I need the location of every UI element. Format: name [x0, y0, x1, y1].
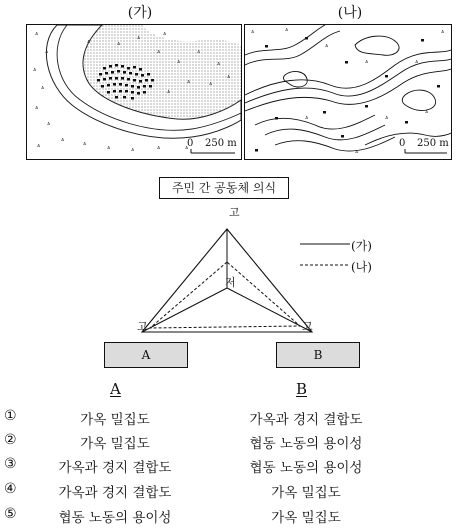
svg-text:ᐞ: ᐞ	[157, 50, 161, 57]
svg-text:ᐞ: ᐞ	[185, 146, 189, 153]
svg-text:ᐞ: ᐞ	[441, 30, 445, 37]
svg-text:ᐞ: ᐞ	[285, 28, 289, 35]
choice-4-number[interactable]: ④	[4, 481, 17, 497]
map-na-scale-text: 250 m	[417, 138, 449, 149]
svg-text:ᐞ: ᐞ	[251, 30, 255, 37]
svg-text:ᐞ: ᐞ	[177, 60, 181, 67]
legend-solid-label: (가)	[351, 239, 372, 253]
legend-dashed-label: (나)	[351, 260, 372, 274]
svg-text:ᐞ: ᐞ	[37, 144, 41, 151]
column-header-b: B	[296, 380, 308, 398]
choice-3-number[interactable]: ③	[4, 456, 17, 472]
svg-text:ᐞ: ᐞ	[47, 122, 51, 129]
map-label-ga: (가)	[127, 5, 153, 21]
axis-right-high: 고	[302, 320, 313, 333]
svg-text:ᐞ: ᐞ	[167, 90, 171, 97]
axis-left	[142, 288, 227, 332]
map-ga-scale-text: 250 m	[205, 138, 237, 149]
svg-text:ᐞ: ᐞ	[325, 44, 329, 51]
map-na-scale-zero: 0	[399, 138, 406, 149]
choice-2-b: 협동 노동의 용이성	[249, 436, 363, 452]
choice-5-a: 협동 노동의 용이성	[58, 510, 172, 526]
axis-box-b: B	[276, 342, 360, 368]
svg-text:ᐞ: ᐞ	[83, 142, 87, 149]
svg-text:ᐞ: ᐞ	[157, 146, 161, 153]
choice-5-b: 가옥 밀집도	[271, 510, 341, 526]
choice-3-a: 가옥과 경지 결합도	[58, 460, 172, 476]
choice-1-a: 가옥 밀집도	[80, 412, 150, 428]
svg-text:ᐞ: ᐞ	[117, 42, 121, 49]
choice-4-b: 가옥 밀집도	[271, 485, 341, 501]
svg-text:ᐞ: ᐞ	[45, 50, 49, 57]
svg-text:ᐞ: ᐞ	[209, 82, 213, 89]
choice-1-number[interactable]: ①	[4, 408, 17, 424]
map-label-na: (나)	[337, 5, 363, 21]
svg-text:ᐞ: ᐞ	[87, 40, 91, 47]
choice-1-b: 가옥과 경지 결합도	[249, 412, 363, 428]
svg-text:ᐞ: ᐞ	[355, 150, 359, 157]
svg-text:ᐞ: ᐞ	[41, 86, 45, 93]
svg-text:ᐞ: ᐞ	[385, 116, 389, 123]
svg-text:ᐞ: ᐞ	[35, 32, 39, 39]
choice-2-number[interactable]: ②	[4, 432, 17, 448]
svg-text:ᐞ: ᐞ	[305, 116, 309, 123]
axis-box-a: A	[104, 342, 188, 368]
choice-2-a: 가옥 밀집도	[80, 436, 150, 452]
svg-text:ᐞ: ᐞ	[61, 138, 65, 145]
svg-text:ᐞ: ᐞ	[163, 32, 167, 39]
svg-text:ᐞ: ᐞ	[33, 68, 37, 75]
svg-text:ᐞ: ᐞ	[365, 60, 369, 67]
svg-text:ᐞ: ᐞ	[107, 146, 111, 153]
svg-text:ᐞ: ᐞ	[227, 75, 231, 82]
svg-text:ᐞ: ᐞ	[425, 110, 429, 117]
column-header-a: A	[110, 380, 121, 398]
svg-text:ᐞ: ᐞ	[137, 36, 141, 43]
choice-5-number[interactable]: ⑤	[4, 506, 17, 522]
choice-3-b: 협동 노동의 용이성	[249, 460, 363, 476]
svg-text:ᐞ: ᐞ	[35, 106, 39, 113]
center-low: 저	[225, 276, 236, 289]
svg-text:ᐞ: ᐞ	[217, 62, 221, 69]
axis-box-community: 주민 간 공동체 의식	[159, 177, 289, 199]
axis-top-high: 고	[229, 206, 240, 219]
map-ga-scale-zero: 0	[187, 138, 194, 149]
svg-text:ᐞ: ᐞ	[187, 80, 191, 87]
svg-text:ᐞ: ᐞ	[131, 148, 135, 155]
svg-text:ᐞ: ᐞ	[415, 60, 419, 67]
svg-text:ᐞ: ᐞ	[197, 50, 201, 57]
axis-left-high: 고	[137, 320, 148, 333]
choice-4-a: 가옥과 경지 결합도	[58, 485, 172, 501]
